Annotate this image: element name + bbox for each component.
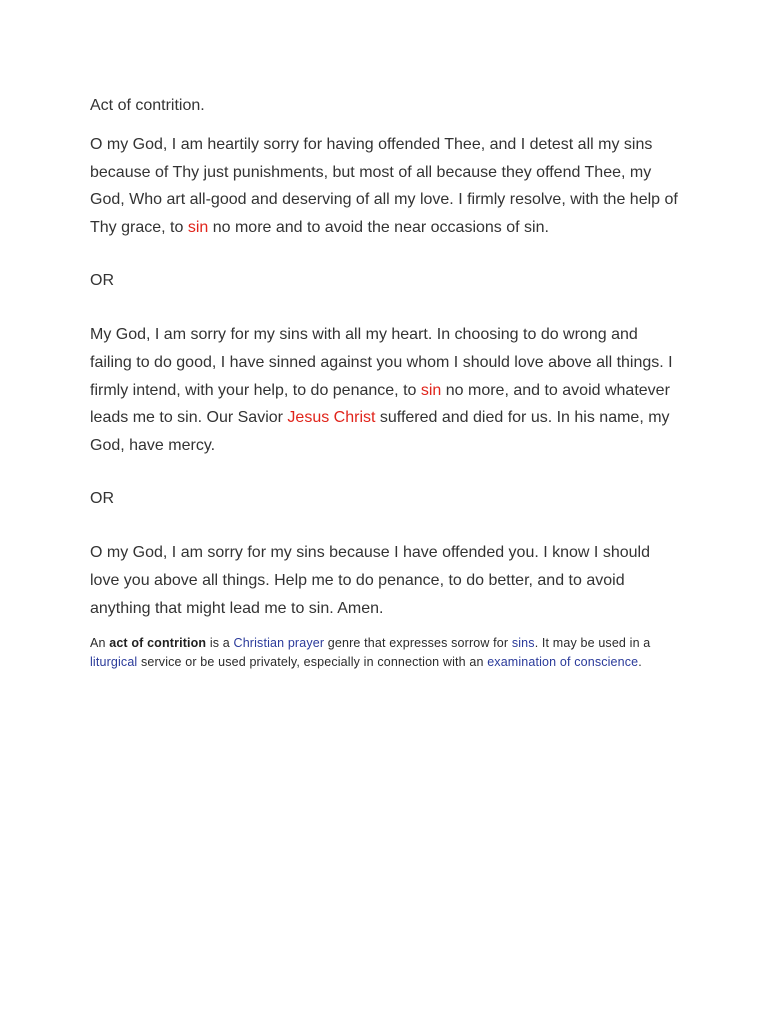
or-separator-1: OR <box>90 272 114 290</box>
footnote-text-3: genre that expresses sorrow for <box>324 636 512 651</box>
sin-link-1[interactable]: sin <box>187 218 209 236</box>
or-separator-2: OR <box>90 490 114 508</box>
christian-prayer-link[interactable]: Christian prayer <box>233 636 325 651</box>
footnote-text-6: . <box>638 655 642 670</box>
sin-link-2[interactable]: sin <box>420 381 442 399</box>
examination-of-conscience-link[interactable]: examination of conscience <box>487 655 639 670</box>
prayer-2-text-b: no more, and to avoid whatever leads me to sin. Our Savior <box>90 381 670 427</box>
footnote-text-1: An <box>90 636 110 651</box>
prayer-1-text-a: O my God, I am heartily sorry for having offended Thee, and I detest all my sins because of Thy just punishments, but most of all because they offend Thee, my God, Who art all-good and deserving of all my love. I firmly resolve, with the help of Thy grace, to <box>90 136 678 236</box>
prayer-paragraph-1 <box>90 131 680 241</box>
document-title: Act of contrition. <box>90 97 205 114</box>
prayer-2-text-c: suffered and died for us. In his name, my God, have mercy. <box>90 409 670 454</box>
definition-footnote <box>90 634 680 672</box>
jesus-christ-link[interactable]: Jesus Christ <box>287 409 376 427</box>
sins-link[interactable]: sins <box>511 636 535 651</box>
prayer-paragraph-2 <box>90 321 680 459</box>
footnote-bold-term: act of contrition <box>109 636 207 651</box>
document-page <box>90 95 680 672</box>
footnote-text-5: service or be used privately, especially in connection with an <box>137 655 488 670</box>
prayer-2-text-a: My God, I am sorry for my sins with all my heart. In choosing to do wrong and failing to do good, I have sinned against you whom I should love above all things. I firmly intend, with your help, to do penance, to <box>90 326 673 399</box>
liturgical-link[interactable]: liturgical <box>90 655 138 670</box>
prayer-paragraph-3: O my God, I am sorry for my sins because I have offended you. I know I should love you above all things. Help me to do penance, to do better, and to avoid anything that might lead me to sin. Amen. <box>90 544 650 617</box>
footnote-text-4: . It may be used in a <box>534 636 651 651</box>
prayer-1-text-b: no more and to avoid the near occasions of sin. <box>208 218 549 236</box>
footnote-text-2: is a <box>206 636 234 651</box>
